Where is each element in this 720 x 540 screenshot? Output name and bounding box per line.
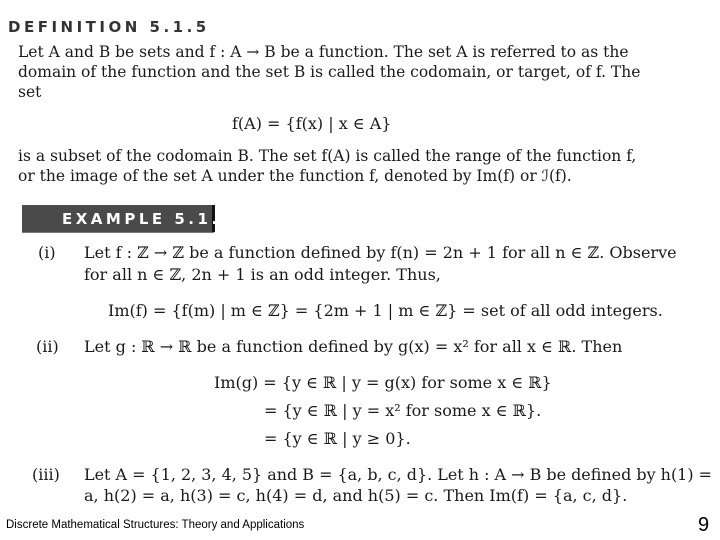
item-ii-line-1: Let g : ℝ → ℝ be a function defined by g(x) = x² for all x ∈ ℝ. Then bbox=[84, 337, 623, 356]
item-i-line-1: Let f : ℤ → ℤ be a function defined by f(n) = 2n + 1 for all n ∈ ℤ. Observe bbox=[84, 243, 677, 262]
item-i-label: (i) bbox=[38, 243, 56, 262]
example-heading: EXAMPLE 5.1.6 bbox=[62, 210, 235, 228]
definition-line-5: or the image of the set A under the function f, denoted by Im(f) or ℐ(f). bbox=[18, 167, 572, 185]
definition-line-1: Let A and B be sets and f : A → B be a function. The set A is referred to as the bbox=[18, 43, 629, 61]
item-ii-equation-3: = {y ∈ ℝ | y ≥ 0}. bbox=[264, 429, 411, 448]
definition-line-3: set bbox=[18, 83, 42, 101]
item-ii-equation-2: = {y ∈ ℝ | y = x² for some x ∈ ℝ}. bbox=[264, 401, 542, 420]
item-ii-label: (ii) bbox=[36, 337, 59, 356]
definition-line-4: is a subset of the codomain B. The set f(A) is called the range of the function f, bbox=[18, 147, 637, 165]
item-i-line-2: for all n ∈ ℤ, 2n + 1 is an odd integer. Thus, bbox=[84, 265, 441, 284]
item-i-equation: Im(f) = {f(m) | m ∈ ℤ} = {2m + 1 | m ∈ ℤ} = set of all odd integers. bbox=[108, 301, 663, 320]
item-ii-equation-1: Im(g) = {y ∈ ℝ | y = g(x) for some x ∈ ℝ} bbox=[214, 373, 552, 392]
page-number: 9 bbox=[698, 514, 710, 536]
definition-line-2: domain of the function and the set B is called the codomain, or target, of f. The bbox=[18, 63, 641, 81]
item-iii-label: (iii) bbox=[32, 465, 60, 484]
item-iii-line-2: a, h(2) = a, h(3) = c, h(4) = d, and h(5) = c. Then Im(f) = {a, c, d}. bbox=[84, 486, 628, 505]
definition-heading: DEFINITION 5.1.5 bbox=[8, 18, 210, 36]
example-heading-rule bbox=[22, 232, 214, 233]
item-iii-line-1: Let A = {1, 2, 3, 4, 5} and B = {a, b, c, d}. Let h : A → B be defined by h(1) = bbox=[84, 465, 712, 484]
definition-equation: f(A) = {f(x) | x ∈ A} bbox=[232, 114, 392, 133]
footer-title: Discrete Mathematical Structures: Theory and Applications bbox=[6, 519, 305, 531]
